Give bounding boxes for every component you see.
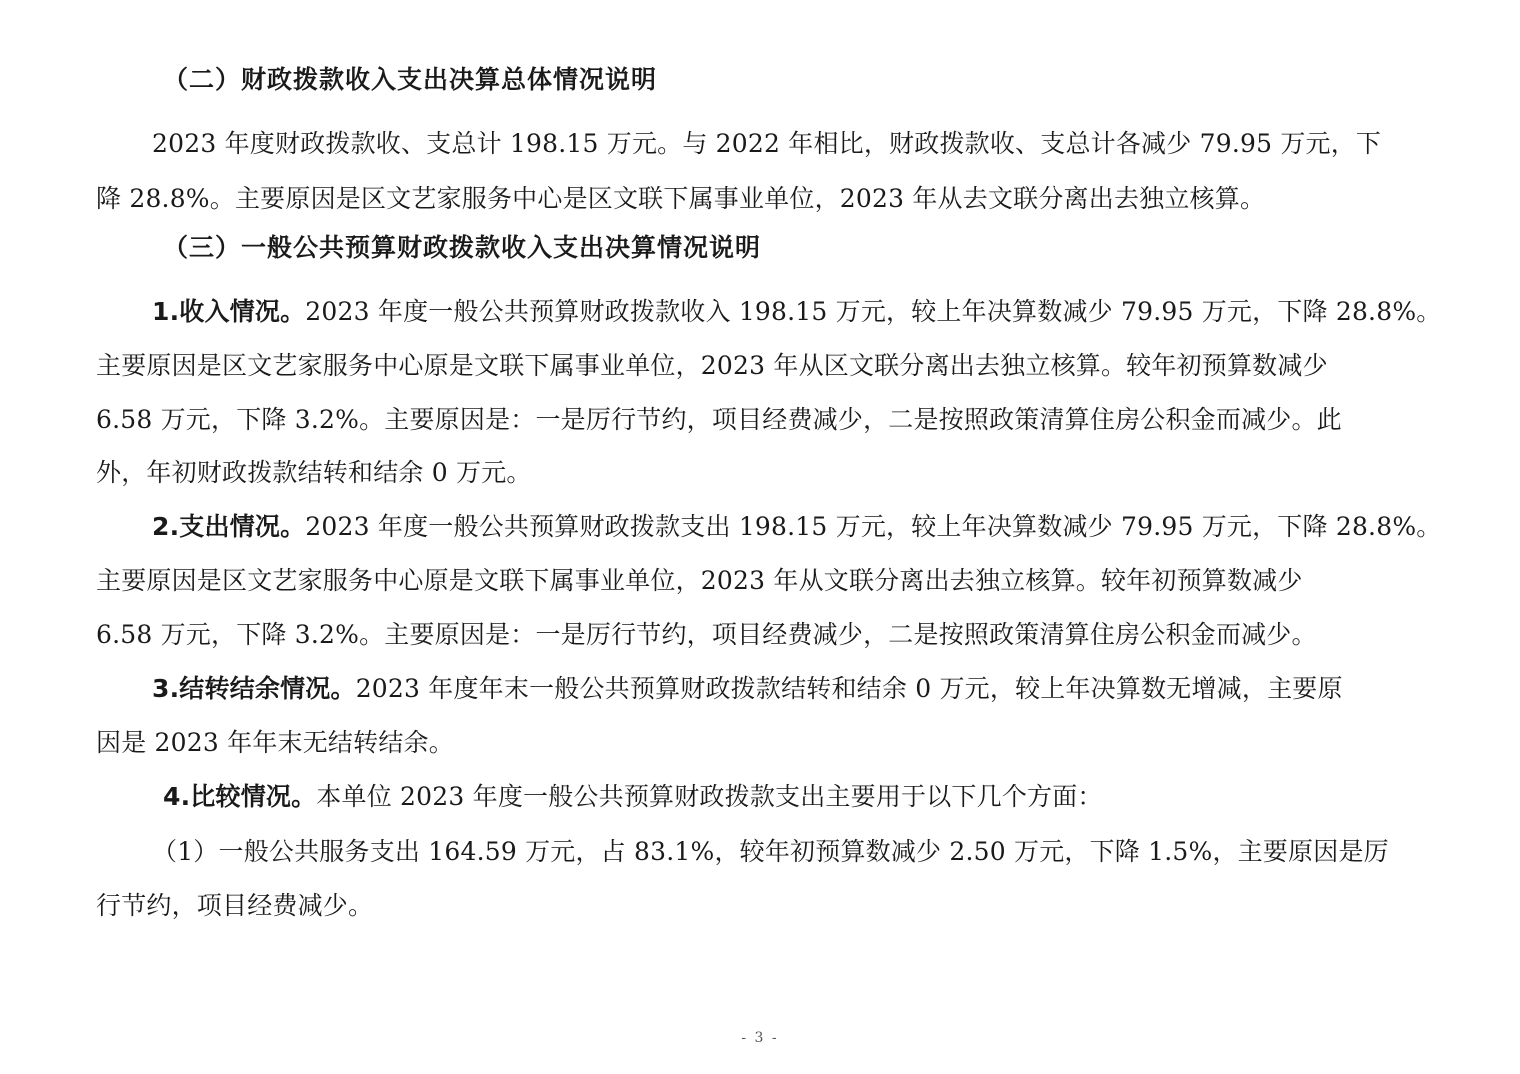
paragraph-line: 降 28.8%。主要原因是区文艺家服务中心是区文联下属事业单位，2023 年从去文联分离出去独立核算。 [96,184,1266,213]
paragraph-line: 行节约，项目经费减少。 [96,891,374,920]
section-heading-2: （二）财政拨款收入支出决算总体情况说明 [163,65,658,94]
paragraph-line: （1）一般公共服务支出 164.59 万元，占 83.1%，较年初预算数减少 2.50 万元，下降 1.5%，主要原因是厉 [152,837,1389,866]
paragraph-line: 6.58 万元，下降 3.2%。主要原因是：一是厉行节约，项目经费减少，二是按照政策清算住房公积金而减少。 [96,620,1317,649]
expense-text: 2023 年度一般公共预算财政拨款支出 198.15 万元，较上年决算数减少 79.95 万元，下降 28.8%。 [305,512,1442,541]
income-paragraph-line [152,296,1480,328]
carry-paragraph-line [152,673,1480,705]
paragraph-line: 2023 年度财政拨款收、支总计 198.15 万元。与 2022 年相比，财政拨款收、支总计各减少 79.95 万元，下 [152,129,1382,158]
paragraph-line: 主要原因是区文艺家服务中心原是文联下属事业单位，2023 年从文联分离出去独立核算。较年初预算数减少 [96,566,1303,595]
compare-text: 本单位 2023 年度一般公共预算财政拨款支出主要用于以下几个方面： [316,782,1103,811]
paragraph-line: 外，年初财政拨款结转和结余 0 万元。 [96,458,532,487]
compare-paragraph-line [163,781,1480,813]
paragraph-line: 6.58 万元，下降 3.2%。主要原因是：一是厉行节约，项目经费减少，二是按照政策清算住房公积金而减少。此 [96,405,1342,434]
section-heading-3: （三）一般公共预算财政拨款收入支出决算情况说明 [163,233,762,262]
expense-paragraph-line [152,511,1480,543]
income-lead: 1.收入情况。 [152,297,306,326]
paragraph-line: 因是 2023 年年末无结转结余。 [96,728,454,757]
page-number: - 3 - [741,1030,779,1046]
paragraph-line: 主要原因是区文艺家服务中心原是文联下属事业单位，2023 年从区文联分离出去独立核算。较年初预算数减少 [96,351,1328,380]
carry-lead: 3.结转结余情况。 [152,674,356,703]
compare-lead: 4.比较情况。 [163,782,317,811]
carry-text: 2023 年度年末一般公共预算财政拨款结转和结余 0 万元，较上年决算数无增减，主要原 [355,674,1343,703]
income-text: 2023 年度一般公共预算财政拨款收入 198.15 万元，较上年决算数减少 79.95 万元，下降 28.8%。 [305,297,1442,326]
expense-lead: 2.支出情况。 [152,512,306,541]
